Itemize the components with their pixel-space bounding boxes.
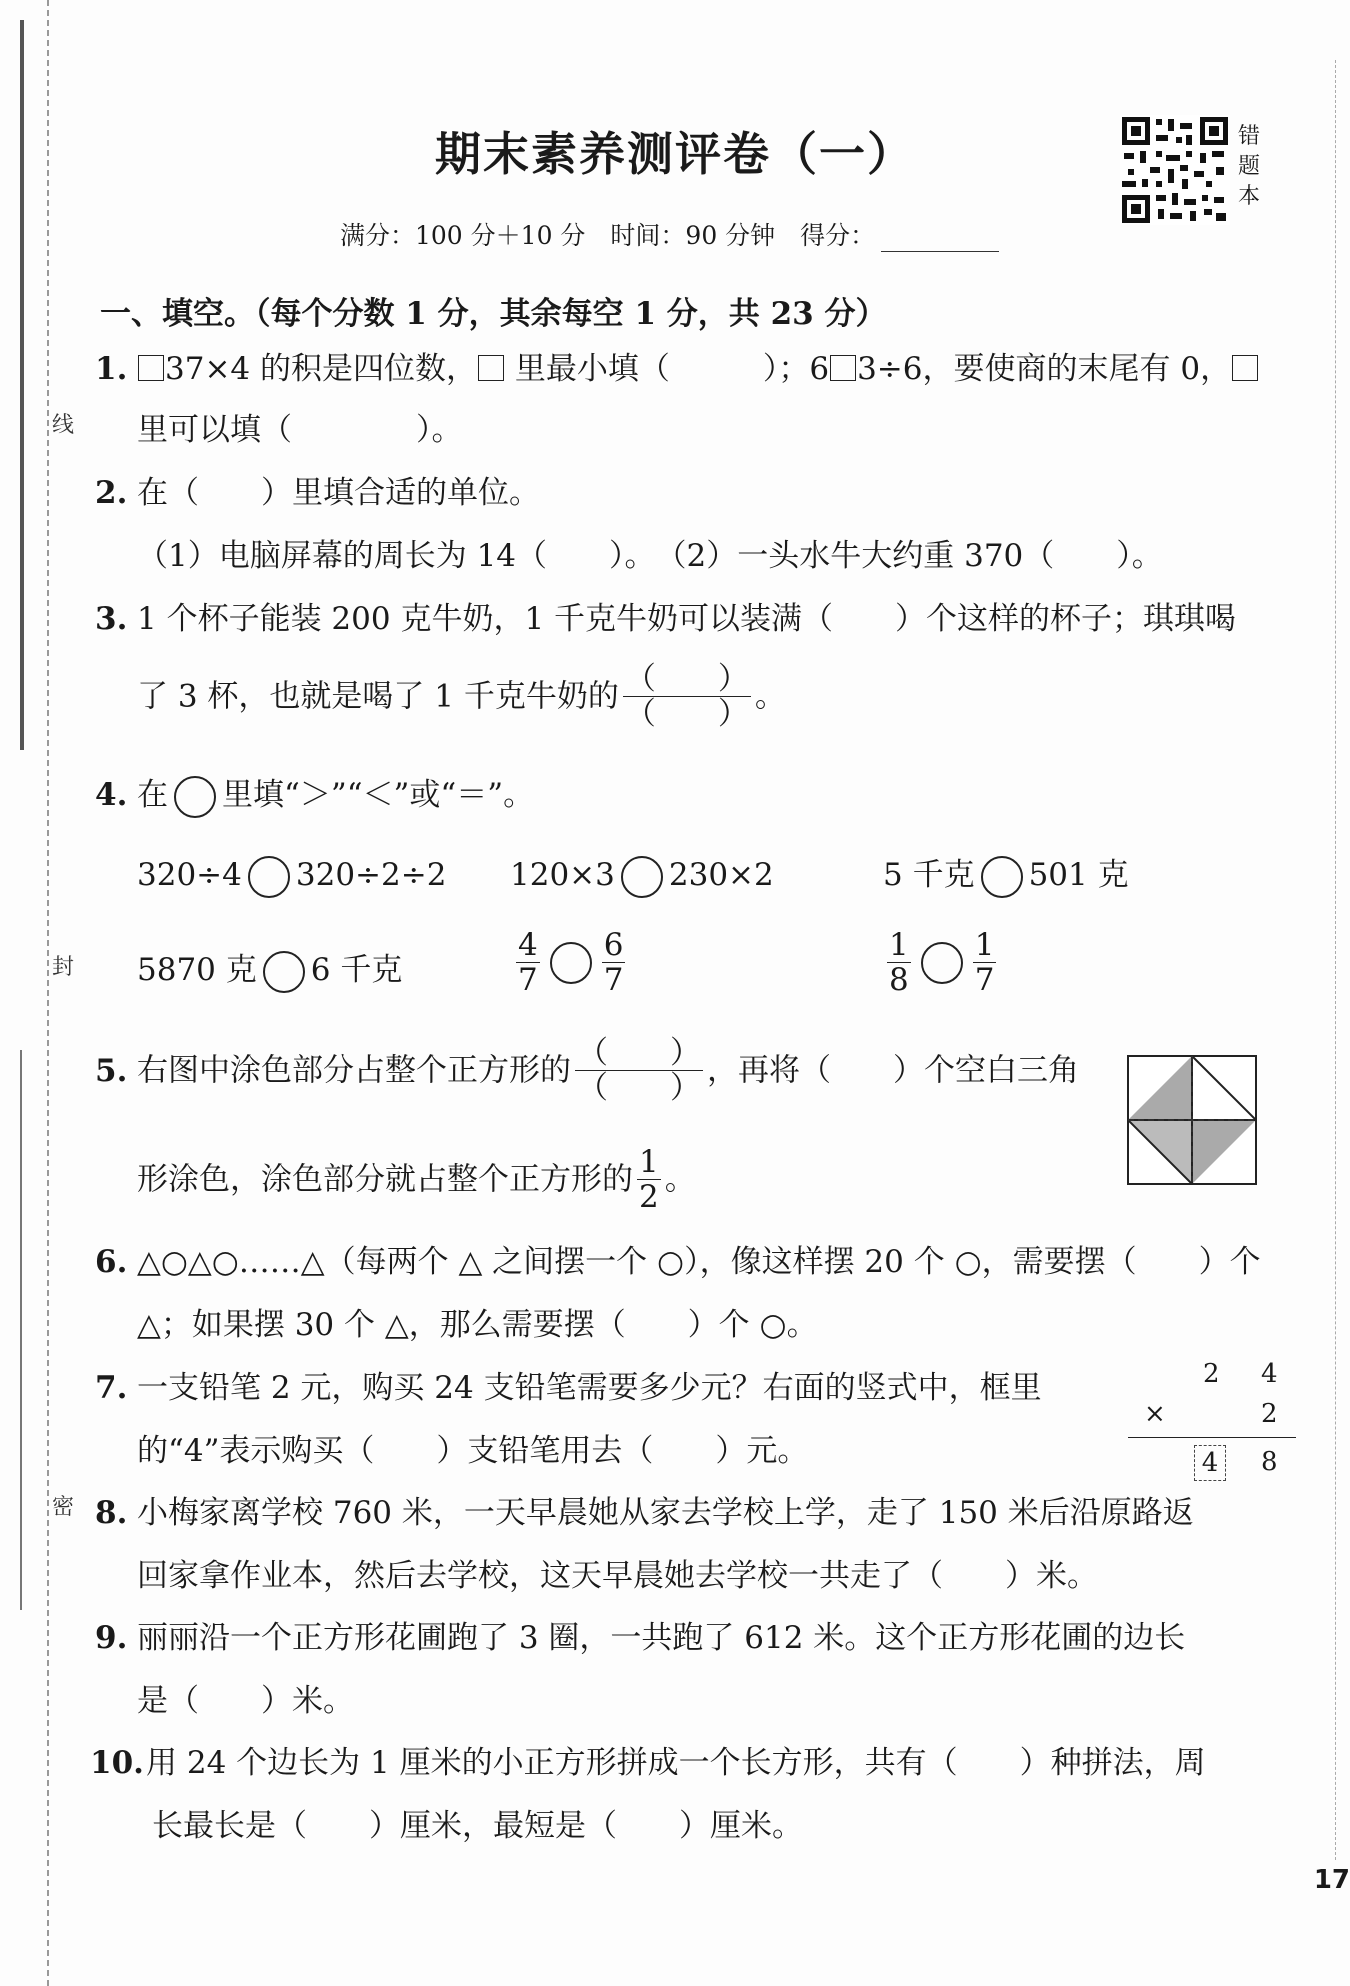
numerator: （ ） — [624, 661, 749, 697]
q4-item-5 — [512, 928, 629, 997]
q8-text: 小梅家离学校 760 米，一天早晨她从家去学校上学，走了 150 米后沿原路返 — [137, 1495, 1194, 1531]
vertical-multiplication — [1128, 1355, 1296, 1485]
question-3-line1 — [95, 599, 1236, 639]
v-digit: 2 — [1261, 1399, 1278, 1429]
q4-left: 120×3 — [510, 857, 615, 893]
numerator: 4 — [518, 927, 538, 963]
fraction — [516, 928, 540, 997]
denominator: 7 — [518, 962, 538, 998]
question-7-line1 — [95, 1368, 1042, 1408]
question-5-line1 — [95, 1036, 1079, 1105]
section-heading: 一、填空。（每个分数 1 分，其余每空 1 分，共 23 分） — [100, 296, 887, 332]
denominator: 2 — [639, 1179, 659, 1215]
v-digit: 2 — [1203, 1359, 1220, 1389]
question-8-line1 — [95, 1493, 1194, 1533]
side-label-secret: 密 — [52, 1495, 75, 1520]
question-1-line2: 里可以填（ ）。 — [137, 412, 463, 448]
denominator: （ ） — [577, 1070, 701, 1106]
qr-label: 错题本 — [1238, 124, 1261, 209]
exam-info — [340, 216, 999, 252]
q5-text-2: 形涂色，涂色部分就占整个正方形的 — [137, 1161, 633, 1198]
denominator: 7 — [974, 962, 995, 998]
q7-text: 一支铅笔 2 元，购买 24 支铅笔需要多少元？右面的竖式中，框里 — [137, 1370, 1042, 1406]
q5-text-b: ，再将（ ）个空白三角 — [707, 1052, 1079, 1089]
q4-right: 230×2 — [668, 857, 774, 893]
shaded-square-figure — [1127, 1055, 1257, 1185]
compare-circle[interactable] — [621, 856, 663, 898]
question-2-line2: （1）电脑屏幕的周长为 14（ ）。 （2）一头水牛大约重 370（ ）。 — [137, 538, 1163, 574]
compare-circle[interactable] — [981, 856, 1023, 898]
compare-circle[interactable] — [550, 942, 592, 984]
page-title: 期末素养测评卷（一） — [435, 127, 915, 181]
fraction — [887, 928, 911, 997]
q3-text: 1 个杯子能装 200 克牛奶，1 千克牛奶可以装满（ ）个这样的杯子；琪琪喝 — [137, 601, 1237, 637]
numerator: （ ） — [577, 1035, 701, 1071]
compare-circle[interactable] — [263, 951, 305, 993]
blank-box[interactable] — [1232, 355, 1258, 381]
side-label-seal: 封 — [52, 955, 75, 980]
q2-text: 在（ ）里填合适的单位。 — [137, 475, 540, 511]
question-9-line1 — [95, 1618, 1185, 1658]
question-4-line1 — [95, 775, 534, 818]
question-number: 8. — [95, 1495, 128, 1531]
fraction-blank[interactable] — [623, 662, 751, 731]
q4-item-2 — [510, 855, 774, 898]
v-rule — [1128, 1437, 1296, 1438]
question-number: 7. — [95, 1370, 128, 1406]
q4-right: 6 千克 — [310, 952, 403, 988]
q4-text-a: 在 — [137, 777, 168, 813]
q3-end: 。 — [754, 678, 786, 715]
q4-right: 320÷2÷2 — [295, 857, 447, 893]
page-number: 17 — [1313, 1865, 1350, 1895]
side-label-line: 线 — [52, 413, 75, 438]
denominator: （ ） — [624, 696, 749, 732]
question-number: 5. — [95, 1052, 128, 1089]
q4-left: 5 千克 — [883, 857, 975, 893]
question-8-line2: 回家拿作业本，然后去学校，这天早晨她去学校一共走了（ ）米。 — [137, 1558, 1098, 1594]
question-7-line2: 的“4”表示购买（ ）支铅笔用去（ ）元。 — [137, 1433, 809, 1469]
q6-text: △○△○……△（每两个 △ 之间摆一个 ○），像这样摆 20 个 ○，需要摆（ ）个 — [137, 1244, 1261, 1280]
compare-circle[interactable] — [174, 776, 216, 818]
q3-text-2: 了 3 杯，也就是喝了 1 千克牛奶的 — [137, 678, 619, 715]
q5-text-a: 右图中涂色部分占整个正方形的 — [137, 1052, 571, 1089]
q4-item-1 — [137, 855, 446, 898]
v-digit: 4 — [1261, 1359, 1278, 1389]
q4-text-b: 里填“＞”“＜”或“＝”。 — [222, 777, 535, 813]
question-number: 1. — [95, 351, 128, 387]
q1-text-a: 37×4 的积是四位数， — [165, 351, 477, 387]
binding-margin-line — [47, 0, 49, 1986]
question-number: 4. — [95, 777, 128, 813]
blank-box[interactable] — [478, 355, 504, 381]
question-number: 6. — [95, 1244, 128, 1280]
question-number: 10. — [90, 1745, 144, 1781]
q4-left: 5870 克 — [137, 952, 257, 988]
compare-circle[interactable] — [248, 856, 290, 898]
qr-code-icon[interactable] — [1120, 115, 1230, 225]
q4-right: 501 克 — [1028, 857, 1129, 893]
q4-item-4 — [137, 950, 402, 993]
numerator: 6 — [603, 927, 624, 963]
q1-text-c: 3÷6，要使商的末尾有 0， — [857, 351, 1232, 387]
question-number: 2. — [95, 475, 128, 511]
fraction — [973, 928, 997, 997]
side-strip-lower — [20, 1050, 22, 1610]
score-blank[interactable] — [881, 229, 999, 252]
right-edge-line — [1335, 60, 1336, 1860]
fraction-blank[interactable] — [575, 1036, 703, 1105]
q10-text: 用 24 个边长为 1 厘米的小正方形拼成一个长方形，共有（ ）种拼法，周 — [146, 1745, 1206, 1781]
question-number: 9. — [95, 1620, 128, 1656]
question-9-line2: 是（ ）米。 — [137, 1683, 354, 1719]
v-digit: 8 — [1261, 1447, 1278, 1477]
numerator: 1 — [889, 927, 909, 963]
q4-item-6 — [883, 928, 1000, 997]
q1-text-b: 里最小填（ ）；6 — [505, 351, 830, 387]
compare-circle[interactable] — [921, 942, 963, 984]
v-boxed-digit: 4 — [1194, 1445, 1226, 1481]
blank-box[interactable] — [830, 355, 856, 381]
fraction — [602, 928, 626, 997]
q5-end: 。 — [664, 1161, 696, 1198]
q4-left: 320÷4 — [137, 857, 242, 893]
question-10-line2: 长最长是（ ）厘米，最短是（ ）厘米。 — [152, 1808, 803, 1844]
denominator: 8 — [889, 962, 909, 998]
exam-info-text: 满分：100 分＋10 分 时间：90 分钟 得分： — [340, 221, 876, 250]
fraction-half — [637, 1145, 661, 1214]
question-number: 3. — [95, 601, 128, 637]
question-5-line2 — [137, 1145, 696, 1214]
question-2-line1 — [95, 473, 540, 513]
question-6-line1 — [95, 1242, 1261, 1282]
question-3-line2 — [137, 662, 786, 731]
q4-item-3 — [883, 855, 1129, 898]
question-10-line1 — [90, 1743, 1206, 1783]
numerator: 1 — [639, 1144, 659, 1180]
denominator: 7 — [603, 962, 624, 998]
times-sign: × — [1144, 1399, 1166, 1429]
question-1-line1 — [95, 349, 1259, 389]
question-6-line2: △；如果摆 30 个 △，那么需要摆（ ）个 ○。 — [137, 1307, 818, 1343]
q9-text: 丽丽沿一个正方形花圃跑了 3 圈，一共跑了 612 米。这个正方形花圃的边长 — [137, 1620, 1186, 1656]
blank-box[interactable] — [138, 355, 164, 381]
numerator: 1 — [974, 927, 995, 963]
